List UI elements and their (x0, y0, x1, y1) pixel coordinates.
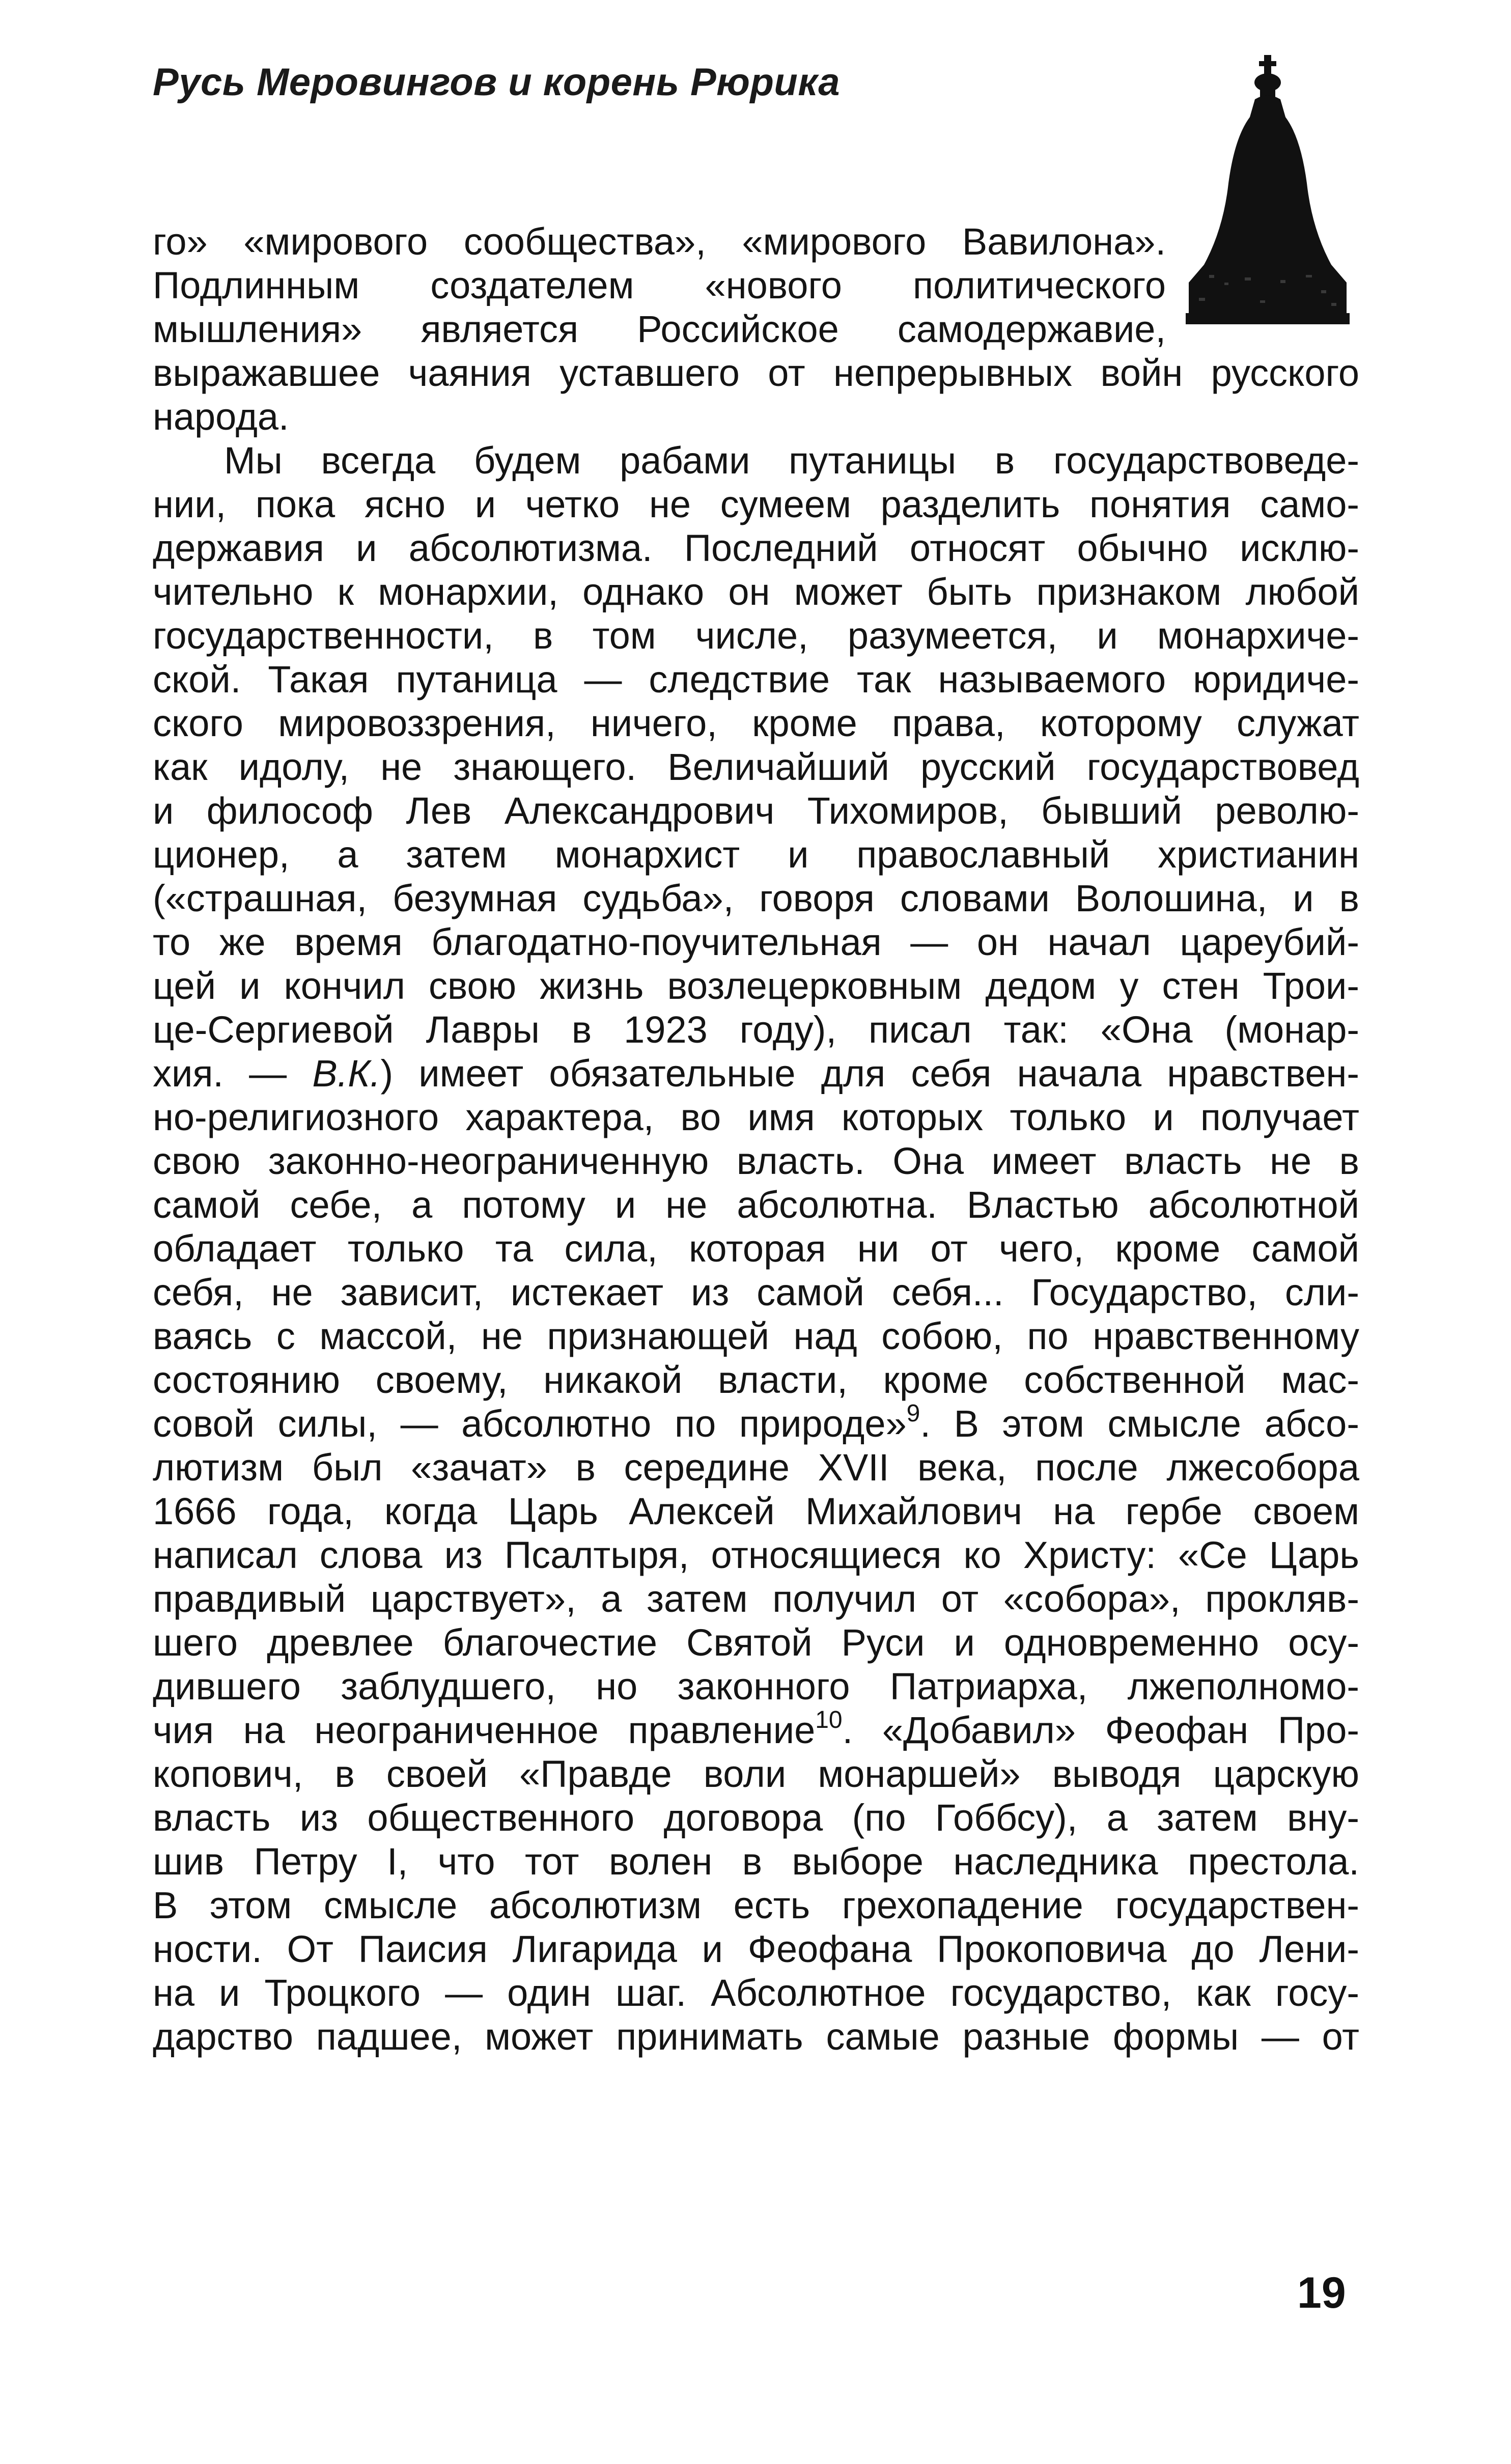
text-line: лютизм был «зачат» в середине XVII века, после лжесобора (153, 1446, 1359, 1489)
text-line: ской. Такая путаница — следствие так называемого юридиче- (153, 658, 1359, 701)
text-fragment: . «Добавил» Феофан Про- (842, 1709, 1360, 1751)
text-line (153, 1052, 1359, 1096)
text-line: го» «мирового сообщества», «мирового Вавилона». (153, 220, 1166, 263)
text-line: как идолу, не знающего. Величайший русский государствовед (153, 746, 1359, 788)
text-line: ционер, а затем монархист и православный христианин (153, 833, 1359, 876)
text-line: мышления» является Российское самодержавие, (153, 308, 1166, 350)
text-fragment: ) имеет обязательные для себя начала нравствен- (380, 1052, 1359, 1095)
text-line (153, 1706, 1360, 1752)
text-line: нии, пока ясно и четко не сумеем разделить понятия само- (153, 483, 1359, 525)
text-line: ности. От Паисия Лигарида и Феофана Прокоповича до Лени- (153, 1928, 1359, 1970)
running-title: Русь Меровингов и корень Рюрика (153, 61, 841, 104)
text-line: Подлинным создателем «нового политического (153, 264, 1166, 306)
text-line: написал слова из Псалтыря, относящиеся ко Христу: «Се Царь (153, 1534, 1359, 1576)
text-line: состоянию своему, никакой власти, кроме собственной мас- (153, 1359, 1359, 1401)
text-fragment: чия на неограниченное правление (153, 1709, 816, 1751)
text-line: В этом смысле абсолютизм есть грехопадение государствен- (153, 1884, 1359, 1926)
text-fragment: . В этом смысле абсо- (920, 1403, 1359, 1445)
author-initials: В.К. (312, 1052, 381, 1095)
text-fragment: совой силы, — абсолютно по природе» (153, 1403, 907, 1445)
text-line: народа. (153, 396, 289, 438)
text-line: и философ Лев Александрович Тихомиров, бывший револю- (153, 790, 1359, 832)
lines-beside-ornament (153, 220, 1166, 351)
text-line: цей и кончил свою жизнь возлецерковным дедом у стен Трои- (153, 965, 1359, 1007)
text-fragment: хия. — (153, 1052, 287, 1095)
text-line: копович, в своей «Правде воли монаршей» выводя царскую (153, 1753, 1359, 1795)
text-line: 1666 года, когда Царь Алексей Михайлович на гербе своем (153, 1490, 1359, 1532)
text-line: чительно к монархии, однако он может быть признаком любой (153, 571, 1359, 613)
footnote-marker: 9 (906, 1400, 920, 1427)
text-line: це-Сергиевой Лавры в 1923 году), писал так: «Она (монар- (153, 1009, 1359, 1051)
text-line: на и Троцкого — один шаг. Абсолютное государство, как госу- (153, 1972, 1359, 2014)
text-line: свою законно-неограниченную власть. Она имеет власть не в (153, 1140, 1359, 1182)
text-line: обладает только та сила, которая ни от чего, кроме самой (153, 1227, 1359, 1270)
text-line: самой себе, а потому и не абсолютна. Властью абсолютной (153, 1184, 1359, 1226)
text-line: шего древлее благочестие Святой Руси и одновременно осу- (153, 1621, 1359, 1664)
text-line: но-религиозного характера, во имя которых только и получает (153, 1096, 1359, 1138)
text-line: власть из общественного договора (по Гоббсу), а затем вну- (153, 1797, 1359, 1839)
text-line: Мы всегда будем рабами путаницы в государствоведе- (224, 439, 1359, 482)
text-line: шив Петру I, что тот волен в выборе наследника престола. (153, 1840, 1359, 1883)
text-line: ваясь с массой, не признающей над собою, по нравственному (153, 1315, 1359, 1357)
page-number: 19 (1297, 2269, 1346, 2317)
text-line: державия и абсолютизма. Последний относят обычно исклю- (153, 527, 1359, 569)
text-line: себя, не зависит, истекает из самой себя... Государство, сли- (153, 1271, 1359, 1313)
text-line (153, 1402, 1359, 1446)
footnote-marker: 10 (815, 1706, 843, 1733)
text-line: государственности, в том числе, разумеется, и монархиче- (153, 614, 1359, 657)
text-line: правдивый царствует», а затем получил от «собора», прокляв- (153, 1578, 1359, 1620)
text-line: («страшная, безумная судьба», говоря словами Волошина, и в (153, 877, 1359, 919)
text-line: дившего заблудшего, но законного Патриарха, лжеполномо- (153, 1665, 1359, 1707)
text-line: то же время благодатно-поучительная — он начал цареубий- (153, 921, 1359, 963)
text-line: дарство падшее, может принимать самые разные формы — от (153, 2015, 1359, 2058)
main-text (153, 220, 1359, 2059)
text-line: выражавшее чаяния уставшего от непрерывных войн русского (153, 352, 1359, 394)
text-line: ского мировоззрения, ничего, кроме права, которому служат (153, 702, 1359, 744)
